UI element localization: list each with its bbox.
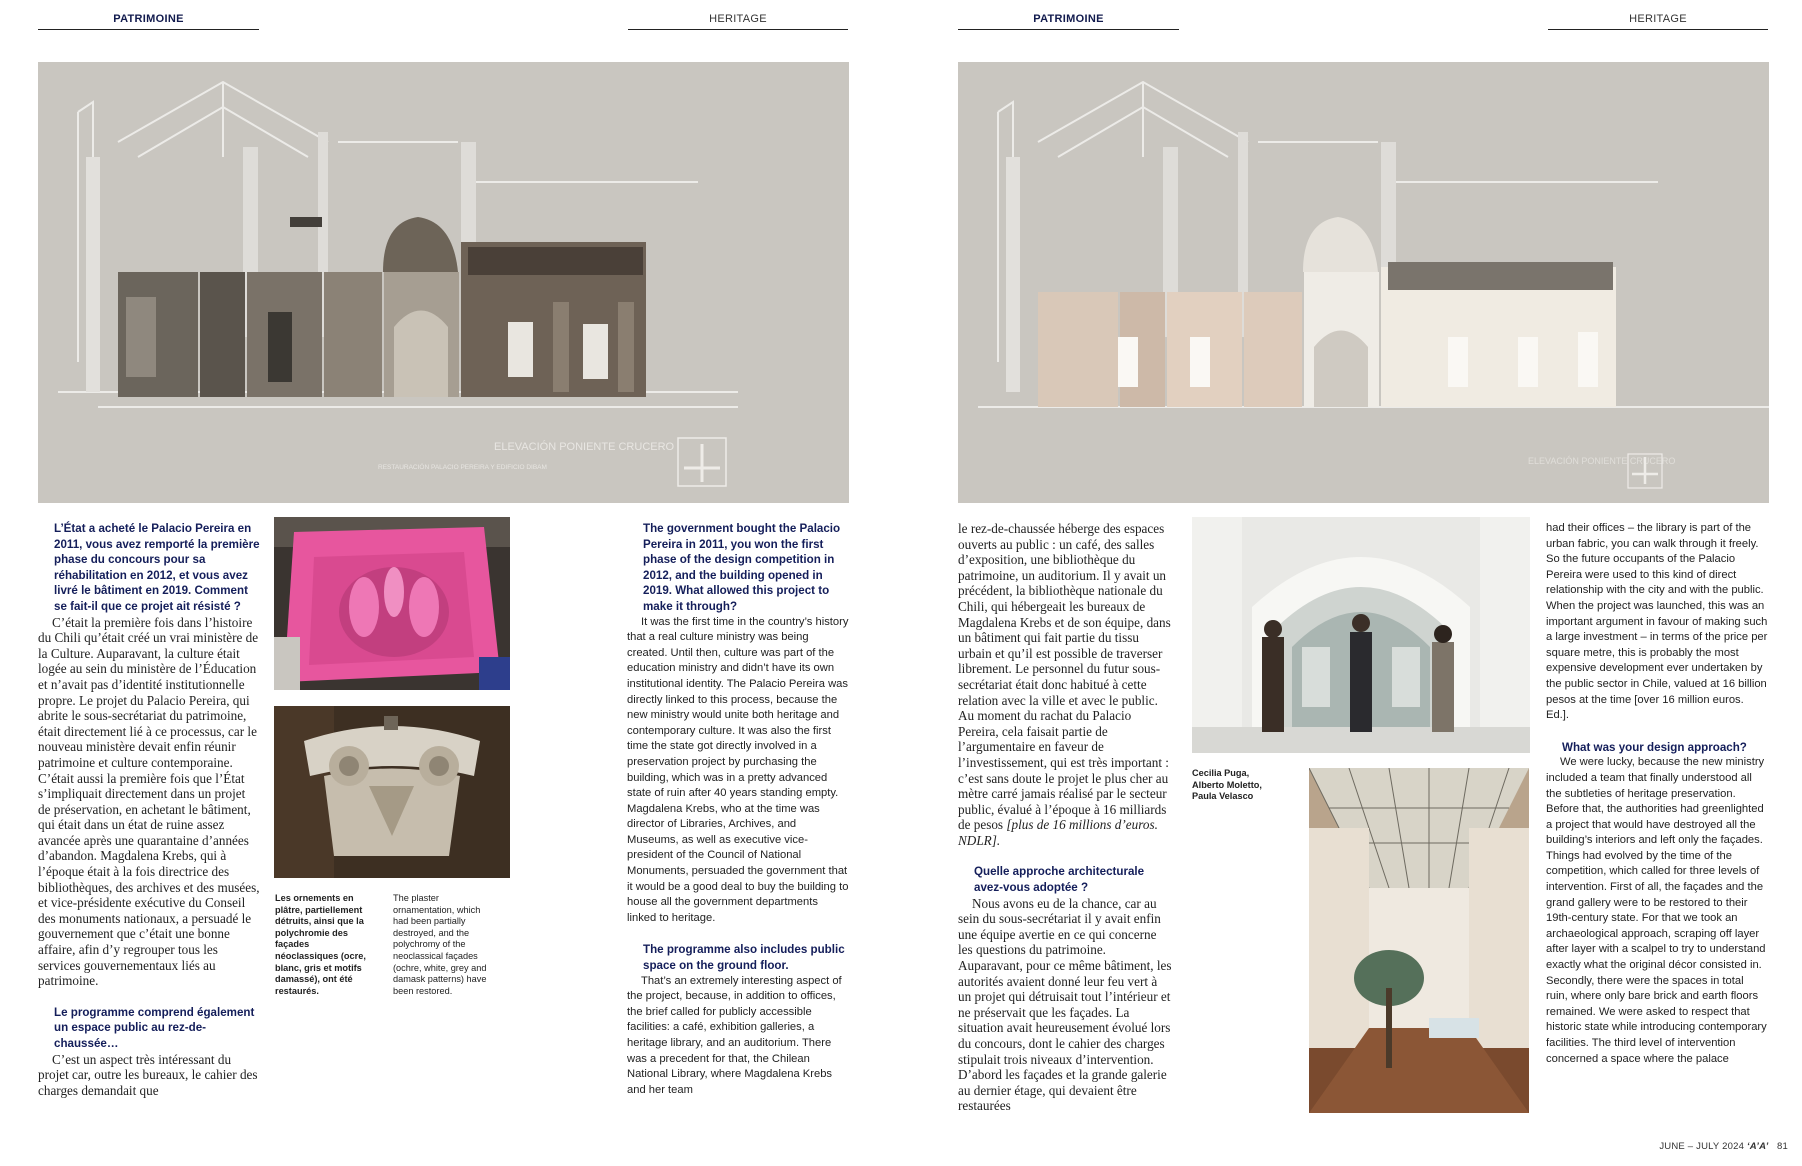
- answer-fr-2: C’est un aspect très intéressant du projet car, outre les bureaux, le cahier des charges demandait que: [38, 1051, 258, 1098]
- answer-fr-cont: le rez-de-chaussée héberge des espaces ouverts au public : un café, des salles d’exposition, une bibliothèque du patrimoine, un auditorium. Il y avait un précédent, la bibliothèque nationale du Chili, qui hébergeait les bureaux de Magdalena Krebs et de son équipe, dans un bâtiment qui fait partie du tissu urbain et qu’il est possible de traverser librement. Le personnel du futur sous-secrétariat était donc habitué à cette relation avec la ville et avec le public. Au moment du rachat du Palacio Pereira, cela faisait partie de l’argumentaire en faveur de l’investissement, qui est très important : c’est sans doute le projet le plus cher au mètre carré jamais réalisé par le secteur public, évalué à l’époque à 16 milliards de pesos [plus de 16 millions d’euros. NDLR].: [958, 521, 1171, 848]
- answer-fr-1: C’était la première fois dans l’histoire du Chili qu’était créé un vrai ministère de la Culture. Auparavant, la culture était logée au sein du ministère de l’Éducation et n’avait pas d’identité institutionnelle propre. Le projet du Palacio Pereira, qui abrite le sous-secrétariat du patrimoine, était directement lié à ce processus, car le nouveau ministère devait enfin réunir patrimoine et culture contemporaine. C’était aussi la première fois que l’État s’impliquait directement dans un projet de préservation, en achetant le bâtiment, qui était dans un état de ruine assez avancée après une quarantaine d’années d’abandon. Magdalena Krebs, qui à l’époque était à la fois directrice des bibliothèques, des archives et des musées, et vice-présidente exécutive du Conseil des monuments nationaux, a persuadé le gouvernement que c’était une bonne affaire, afin d’y regrouper tous les services gouvernementaux liés au patrimoine.: [38, 614, 260, 989]
- answer-en-2: That’s an extremely interesting aspect of the project, because, in addition to offices, the brief called for publicly accessible facilities: a café, exhibition galleries, a heritage library, and an auditorium. There was a precedent for that, the Chilean National Library, where Magdalena Krebs and her team: [627, 974, 842, 1096]
- question-fr-1: L’État a acheté le Palacio Pereira en 2011, vous avez remporté la première phase du concours pour sa réhabilitation en 2012, et vous avez livré le bâtiment en 2019. Comment se fait-il que ce projet ait résisté ?: [54, 522, 260, 613]
- running-header-right-en: HERITAGE: [1548, 10, 1768, 30]
- caption-en-ornaments: The plaster ornamentation, which had been partially destroyed, and the polychromy of the neoclassical façades (ochre, white, grey and damask patterns) have been restored.: [393, 893, 487, 996]
- question-en-3: What was your design approach?: [1562, 740, 1747, 754]
- running-header-left-fr: PATRIMOINE: [38, 10, 259, 30]
- note-fr-euro: [plus de 16 millions d’euros. NDLR].: [958, 817, 1158, 848]
- article-column-fr-1: [38, 521, 260, 1098]
- article-column-fr-2: [958, 521, 1172, 1114]
- question-fr-3: Quelle approche architecturale avez-vous adoptée ?: [974, 865, 1145, 895]
- running-header-right-fr: PATRIMOINE: [958, 10, 1179, 30]
- running-header-left-en: HERITAGE: [628, 10, 848, 30]
- photo-plaster-capital: [274, 706, 510, 878]
- elevation-drawing-before: [38, 62, 849, 503]
- photo-pink-mold: [274, 517, 510, 690]
- magazine-logo: ‘A’A’: [1746, 1141, 1769, 1152]
- question-en-1: The government bought the Palacio Pereira in 2011, you won the first phase of the design competition in 2012, and the building opened in 2019. What allowed this project to make it through?: [643, 522, 841, 613]
- question-fr-2: Le programme comprend également un espace public au rez-de-chaussée…: [54, 1005, 255, 1050]
- elevation-label-title: ELEVACIÓN PONIENTE CRUCERO: [494, 441, 675, 453]
- caption-fr-ornaments: Les ornements en plâtre, partiellement détruits, ainsi que la polychromie des façades néoclassiques (ocre, blanc, gris et motifs damassé), ont été restaurés.: [275, 893, 366, 996]
- answer-fr-3: Nous avons eu de la chance, car au sein du sous-secrétariat il y avait enfin une équipe avertie en ce qui concerne les questions du patrimoine. Auparavant, pour ce même bâtiment, les autorités avaient donné leur feu vert à un projet qui détruisait tout l’intérieur et ne préservait que les façades. La situation avait heureusement évolué lors du concours, dont le cahier des charges stipulait trois niveaux d’intervention. D’abord les façades et la grande galerie au dernier étage, qui devaient être restaurées: [958, 895, 1172, 1114]
- photo-grand-gallery: [1309, 768, 1529, 1113]
- answer-en-1: It was the first time in the country’s history that a real culture ministry was being created. Until then, culture was part of the education ministry and didn’t have its own institutional identity. The Palacio Pereira was directly linked to this process, because the new ministry would unite both heritage and contemporary culture. It was also the first time the state got directly involved in a preservation project by purchasing the building, which was in a pretty advanced state of ruin after 40 years standing empty. Magdalena Krebs, who at the time was director of Libraries, Archives, and Museums, as well as executive vice-president of the Council of National Monuments, persuaded the government that it would be a good deal to buy the building to house all the government departments linked to heritage.: [627, 615, 849, 924]
- answer-en-cont: had their offices – the library is part of the urban fabric, you can walk through it freely. So the future occupants of the Palacio Pereira were used to this kind of direct relationship with the city and with the public. When the project was launched, this was an important argument in favour of making such a large investment – in terms of the price per square metre, this is probably the most expensive development ever undertaken by the public sector in Chile, valued at 16 billion pesos at the time [over 16 million euros. Ed.].: [1546, 522, 1768, 722]
- article-column-en-1: [627, 521, 849, 1098]
- page-folio: [1659, 1141, 1788, 1152]
- issue-date: JUNE – JULY 2024: [1659, 1141, 1745, 1152]
- photo-architects-portrait: [1192, 517, 1530, 753]
- page-number: 81: [1777, 1141, 1788, 1152]
- article-column-en-2: [1546, 521, 1768, 1067]
- elevation-drawing-after: [958, 62, 1769, 503]
- elevation-label-sub: RESTAURACIÓN PALACIO PEREIRA Y EDIFICIO DIBAM: [378, 464, 547, 471]
- caption-architects: Cecilia Puga, Alberto Moletto, Paula Velasco: [1192, 768, 1262, 802]
- answer-en-3: We were lucky, because the new ministry included a team that finally understood all the subtleties of heritage preservation. Before that, the authorities had greenlighted a project that would have destroyed all the building’s interiors and left only the façades. Things had evolved by the time of the competition, which called for three levels of intervention. First of all, the façades and the grand gallery were to be restored to their 19th-century state. For that we took an archaeological approach, scraping off layer after layer with a scalpel to try to understand exactly what the original décor consisted in. Secondly, there were the spaces in total ruin, where only bare brick and earth floors remained. We were asked to respect that historic state while introducing contemporary facilities. The third level of intervention concerned a space where the palace: [1546, 756, 1767, 1065]
- elevation-right-label: ELEVACIÓN PONIENTE CRUCERO: [1528, 456, 1676, 466]
- question-en-2: The programme also includes public space on the ground floor.: [643, 943, 845, 973]
